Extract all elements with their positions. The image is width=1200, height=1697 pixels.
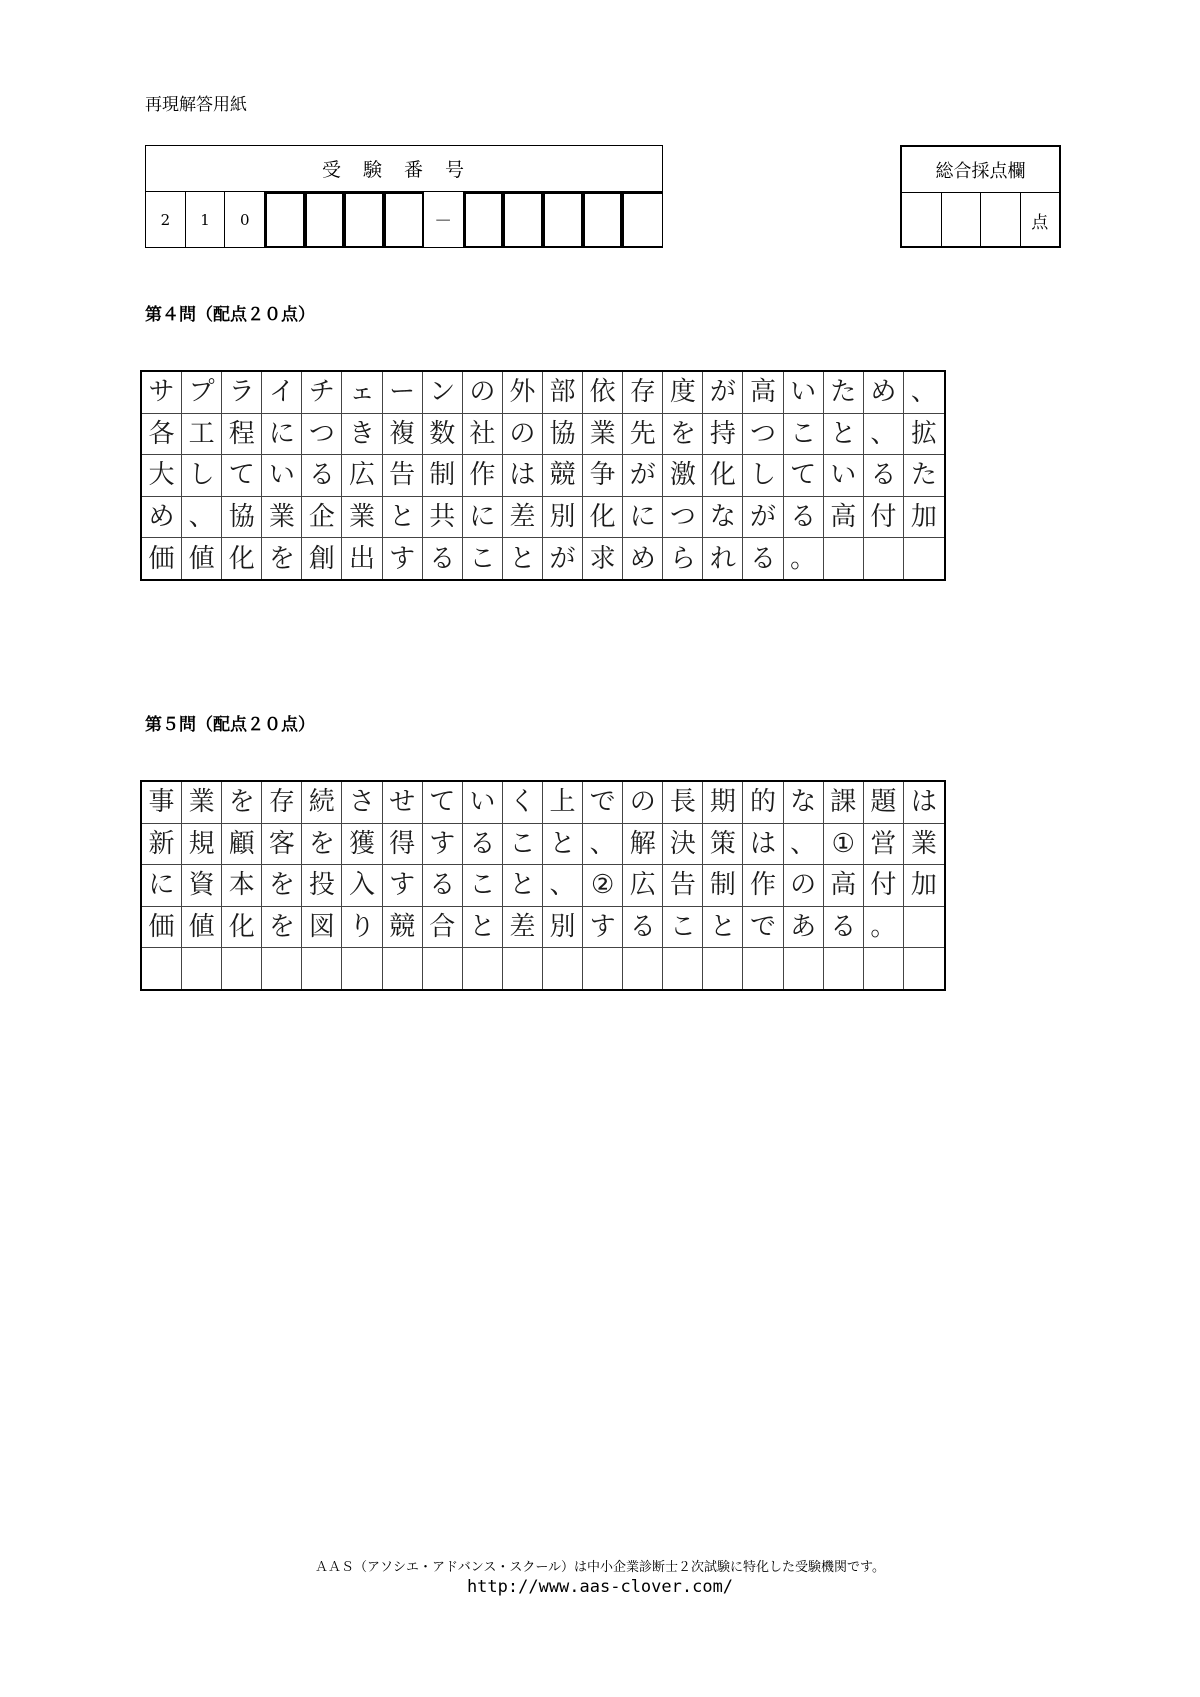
answer-cell[interactable]: を bbox=[663, 414, 703, 456]
answer-cell[interactable]: の bbox=[503, 414, 543, 456]
answer-cell[interactable]: 拡 bbox=[904, 414, 944, 456]
answer-cell[interactable]: て bbox=[222, 455, 262, 497]
answer-cell[interactable]: 付 bbox=[864, 865, 904, 907]
answer-cell[interactable]: し bbox=[182, 455, 222, 497]
footer-text: ＡＡＳ（アソシエ・アドバンス・スクール）は中小企業診断士２次試験に特化した受験機関です。 bbox=[314, 1560, 886, 1575]
answer-cell[interactable] bbox=[864, 538, 904, 579]
answer-cell[interactable]: 値 bbox=[182, 907, 222, 949]
answer-cell[interactable]: 長 bbox=[663, 782, 703, 824]
exam-digit-box[interactable] bbox=[265, 192, 305, 248]
answer-cell[interactable]: ① bbox=[824, 824, 864, 866]
answer-cell[interactable]: ェ bbox=[342, 372, 382, 414]
footer-url[interactable]: http://www.aas-clover.com/ bbox=[466, 1577, 734, 1597]
answer-cell[interactable]: 業 bbox=[904, 824, 944, 866]
answer-cell[interactable]: 続 bbox=[302, 782, 342, 824]
exam-digit-box[interactable] bbox=[464, 192, 504, 248]
answer-cell[interactable]: る bbox=[623, 907, 663, 949]
answer-cell[interactable]: 作 bbox=[743, 865, 783, 907]
answer-cell[interactable]: 程 bbox=[222, 414, 262, 456]
answer-cell[interactable]: つ bbox=[663, 497, 703, 539]
answer-cell[interactable]: ン bbox=[423, 372, 463, 414]
answer-cell[interactable]: に bbox=[142, 865, 182, 907]
answer-cell[interactable]: の bbox=[784, 865, 824, 907]
answer-cell[interactable]: 企 bbox=[302, 497, 342, 539]
answer-cell[interactable]: い bbox=[824, 455, 864, 497]
answer-cell[interactable]: ら bbox=[663, 538, 703, 579]
answer-cell[interactable]: 上 bbox=[543, 782, 583, 824]
answer-cell[interactable]: と bbox=[503, 538, 543, 579]
answer-cell[interactable]: 協 bbox=[543, 414, 583, 456]
answer-cell[interactable]: 広 bbox=[342, 455, 382, 497]
answer-cell[interactable]: の bbox=[623, 782, 663, 824]
answer-cell[interactable]: 度 bbox=[663, 372, 703, 414]
answer-cell[interactable]: は bbox=[904, 782, 944, 824]
answer-cell[interactable]: ー bbox=[383, 372, 423, 414]
exam-number-dash: － bbox=[424, 192, 464, 248]
question5-answer-grid bbox=[140, 780, 946, 991]
answer-cell[interactable]: 。 bbox=[784, 538, 824, 579]
answer-cell[interactable]: つ bbox=[743, 414, 783, 456]
answer-cell[interactable] bbox=[583, 948, 623, 989]
answer-cell[interactable]: 顧 bbox=[222, 824, 262, 866]
answer-cell[interactable] bbox=[262, 948, 302, 989]
answer-cell[interactable]: 決 bbox=[663, 824, 703, 866]
answer-cell[interactable] bbox=[663, 948, 703, 989]
answer-cell[interactable]: 入 bbox=[342, 865, 382, 907]
answer-cell[interactable]: ラ bbox=[222, 372, 262, 414]
answer-cell[interactable]: イ bbox=[262, 372, 302, 414]
answer-cell[interactable]: 、 bbox=[864, 414, 904, 456]
answer-cell[interactable]: 制 bbox=[703, 865, 743, 907]
answer-cell[interactable] bbox=[142, 948, 182, 989]
answer-cell[interactable]: 広 bbox=[623, 865, 663, 907]
answer-cell[interactable]: 、 bbox=[583, 824, 623, 866]
answer-cell[interactable]: に bbox=[623, 497, 663, 539]
answer-cell[interactable]: す bbox=[423, 824, 463, 866]
answer-cell[interactable]: 激 bbox=[663, 455, 703, 497]
answer-cell[interactable]: 策 bbox=[703, 824, 743, 866]
answer-cell[interactable]: 各 bbox=[142, 414, 182, 456]
answer-cell[interactable]: に bbox=[262, 414, 302, 456]
answer-cell[interactable]: め bbox=[864, 372, 904, 414]
answer-cell[interactable]: 複 bbox=[383, 414, 423, 456]
answer-cell[interactable]: こ bbox=[463, 538, 503, 579]
answer-cell[interactable]: 営 bbox=[864, 824, 904, 866]
answer-cell[interactable]: 、 bbox=[904, 372, 944, 414]
answer-cell[interactable]: を bbox=[222, 782, 262, 824]
answer-cell[interactable]: 数 bbox=[423, 414, 463, 456]
answer-cell[interactable]: 競 bbox=[383, 907, 423, 949]
answer-cell[interactable]: 。 bbox=[864, 907, 904, 949]
answer-cell[interactable]: と bbox=[543, 824, 583, 866]
score-cell[interactable] bbox=[942, 193, 982, 247]
exam-digit-box[interactable] bbox=[384, 192, 424, 248]
answer-cell[interactable]: 題 bbox=[864, 782, 904, 824]
answer-cell[interactable]: を bbox=[262, 865, 302, 907]
answer-cell[interactable] bbox=[543, 948, 583, 989]
answer-cell[interactable] bbox=[503, 948, 543, 989]
answer-cell[interactable]: に bbox=[463, 497, 503, 539]
answer-cell[interactable]: 共 bbox=[423, 497, 463, 539]
answer-cell[interactable]: 競 bbox=[543, 455, 583, 497]
total-score-header: 総合採点欄 bbox=[902, 147, 1059, 193]
answer-cell[interactable]: 作 bbox=[463, 455, 503, 497]
answer-cell[interactable] bbox=[463, 948, 503, 989]
question4-answer-grid bbox=[140, 370, 946, 581]
answer-cell[interactable]: が bbox=[703, 372, 743, 414]
answer-cell[interactable] bbox=[904, 538, 944, 579]
answer-cell[interactable]: こ bbox=[784, 414, 824, 456]
exam-digit: 0 bbox=[225, 192, 265, 248]
answer-cell[interactable]: 高 bbox=[824, 865, 864, 907]
answer-cell[interactable] bbox=[743, 948, 783, 989]
answer-cell[interactable]: こ bbox=[503, 824, 543, 866]
answer-cell[interactable]: 価 bbox=[142, 538, 182, 579]
answer-cell[interactable] bbox=[904, 907, 944, 949]
answer-cell[interactable] bbox=[904, 948, 944, 989]
answer-cell[interactable]: 課 bbox=[824, 782, 864, 824]
answer-cell[interactable]: 価 bbox=[142, 907, 182, 949]
answer-cell[interactable]: 告 bbox=[383, 455, 423, 497]
answer-cell[interactable] bbox=[824, 948, 864, 989]
answer-cell[interactable]: 別 bbox=[543, 497, 583, 539]
answer-cell[interactable]: と bbox=[463, 907, 503, 949]
answer-cell[interactable]: 差 bbox=[503, 497, 543, 539]
answer-cell[interactable]: す bbox=[583, 907, 623, 949]
answer-cell[interactable]: 依 bbox=[583, 372, 623, 414]
answer-cell[interactable]: サ bbox=[142, 372, 182, 414]
answer-cell[interactable]: ② bbox=[583, 865, 623, 907]
answer-cell[interactable]: で bbox=[583, 782, 623, 824]
answer-cell[interactable]: 本 bbox=[222, 865, 262, 907]
answer-cell[interactable] bbox=[423, 948, 463, 989]
answer-cell[interactable]: る bbox=[743, 538, 783, 579]
answer-cell[interactable]: し bbox=[743, 455, 783, 497]
answer-cell[interactable]: る bbox=[784, 497, 824, 539]
total-score-box bbox=[900, 145, 1061, 248]
answer-cell[interactable]: く bbox=[503, 782, 543, 824]
answer-cell[interactable]: を bbox=[302, 824, 342, 866]
answer-cell[interactable]: こ bbox=[463, 865, 503, 907]
answer-cell[interactable]: を bbox=[262, 907, 302, 949]
answer-cell[interactable]: さ bbox=[342, 782, 382, 824]
answer-cell[interactable]: 事 bbox=[142, 782, 182, 824]
answer-cell[interactable]: る bbox=[423, 865, 463, 907]
answer-cell[interactable]: て bbox=[423, 782, 463, 824]
answer-cell[interactable]: が bbox=[543, 538, 583, 579]
score-unit: 点 bbox=[1031, 213, 1049, 233]
answer-cell[interactable]: 別 bbox=[543, 907, 583, 949]
answer-cell[interactable]: 化 bbox=[703, 455, 743, 497]
answer-cell[interactable]: 、 bbox=[182, 497, 222, 539]
answer-cell[interactable]: て bbox=[784, 455, 824, 497]
answer-cell[interactable]: 制 bbox=[423, 455, 463, 497]
answer-cell[interactable]: る bbox=[463, 824, 503, 866]
answer-cell[interactable]: せ bbox=[383, 782, 423, 824]
answer-cell[interactable] bbox=[703, 948, 743, 989]
answer-cell[interactable]: で bbox=[743, 907, 783, 949]
answer-cell[interactable]: 新 bbox=[142, 824, 182, 866]
answer-cell[interactable]: 化 bbox=[222, 907, 262, 949]
answer-cell[interactable] bbox=[182, 948, 222, 989]
answer-cell[interactable]: 求 bbox=[583, 538, 623, 579]
answer-cell[interactable] bbox=[342, 948, 382, 989]
answer-cell[interactable] bbox=[383, 948, 423, 989]
answer-cell[interactable]: 値 bbox=[182, 538, 222, 579]
answer-cell[interactable]: 加 bbox=[904, 497, 944, 539]
exam-digit-box[interactable] bbox=[583, 192, 623, 248]
answer-cell[interactable]: 図 bbox=[302, 907, 342, 949]
answer-cell[interactable]: 客 bbox=[262, 824, 302, 866]
answer-cell[interactable]: 合 bbox=[423, 907, 463, 949]
answer-cell[interactable]: 告 bbox=[663, 865, 703, 907]
answer-cell[interactable]: 業 bbox=[262, 497, 302, 539]
answer-cell[interactable]: め bbox=[623, 538, 663, 579]
answer-cell[interactable]: と bbox=[703, 907, 743, 949]
answer-cell[interactable] bbox=[302, 948, 342, 989]
answer-cell[interactable]: 高 bbox=[824, 497, 864, 539]
answer-cell[interactable]: 付 bbox=[864, 497, 904, 539]
exam-digit-box[interactable] bbox=[622, 192, 662, 248]
exam-digit-box[interactable] bbox=[503, 192, 543, 248]
answer-cell[interactable]: い bbox=[784, 372, 824, 414]
answer-cell[interactable]: す bbox=[383, 865, 423, 907]
answer-cell[interactable]: 創 bbox=[302, 538, 342, 579]
score-cell[interactable] bbox=[902, 193, 942, 247]
answer-cell[interactable]: 存 bbox=[623, 372, 663, 414]
answer-cell[interactable]: れ bbox=[703, 538, 743, 579]
answer-cell[interactable]: と bbox=[824, 414, 864, 456]
answer-cell[interactable]: る bbox=[824, 907, 864, 949]
answer-cell[interactable]: と bbox=[383, 497, 423, 539]
score-cell[interactable] bbox=[981, 193, 1021, 247]
exam-number-header: 受験番号 bbox=[146, 146, 662, 192]
answer-cell[interactable]: 出 bbox=[342, 538, 382, 579]
answer-cell[interactable]: つ bbox=[302, 414, 342, 456]
answer-cell[interactable]: 投 bbox=[302, 865, 342, 907]
answer-cell[interactable]: 部 bbox=[543, 372, 583, 414]
answer-cell[interactable]: こ bbox=[663, 907, 703, 949]
answer-cell[interactable]: 、 bbox=[784, 824, 824, 866]
answer-cell[interactable]: 規 bbox=[182, 824, 222, 866]
answer-cell[interactable]: 存 bbox=[262, 782, 302, 824]
exam-digit-box[interactable] bbox=[543, 192, 583, 248]
exam-digit: 2 bbox=[146, 192, 186, 248]
answer-cell[interactable]: は bbox=[503, 455, 543, 497]
answer-cell[interactable]: い bbox=[463, 782, 503, 824]
answer-cell[interactable]: は bbox=[743, 824, 783, 866]
exam-number-row bbox=[146, 192, 662, 248]
answer-cell[interactable]: 工 bbox=[182, 414, 222, 456]
exam-digit-box[interactable] bbox=[344, 192, 384, 248]
answer-cell[interactable]: 業 bbox=[182, 782, 222, 824]
answer-cell[interactable]: い bbox=[262, 455, 302, 497]
answer-cell[interactable] bbox=[824, 538, 864, 579]
answer-cell[interactable]: た bbox=[904, 455, 944, 497]
answer-cell[interactable]: 資 bbox=[182, 865, 222, 907]
exam-digit: 1 bbox=[186, 192, 226, 248]
question4-heading: 第４問（配点２０点） bbox=[145, 305, 315, 325]
answer-cell[interactable] bbox=[222, 948, 262, 989]
answer-cell[interactable]: り bbox=[342, 907, 382, 949]
answer-cell[interactable]: あ bbox=[784, 907, 824, 949]
answer-cell[interactable]: 獲 bbox=[342, 824, 382, 866]
answer-cell[interactable]: 差 bbox=[503, 907, 543, 949]
answer-cell[interactable]: 、 bbox=[543, 865, 583, 907]
answer-cell[interactable]: 高 bbox=[743, 372, 783, 414]
answer-cell[interactable]: プ bbox=[182, 372, 222, 414]
document-title: 再現解答用紙 bbox=[145, 95, 247, 115]
answer-cell[interactable]: を bbox=[262, 538, 302, 579]
answer-cell[interactable]: な bbox=[703, 497, 743, 539]
answer-cell[interactable]: る bbox=[423, 538, 463, 579]
answer-cell[interactable]: 外 bbox=[503, 372, 543, 414]
answer-cell[interactable]: 得 bbox=[383, 824, 423, 866]
exam-digit-box[interactable] bbox=[305, 192, 345, 248]
answer-cell[interactable]: き bbox=[342, 414, 382, 456]
answer-cell[interactable]: 争 bbox=[583, 455, 623, 497]
answer-cell[interactable]: チ bbox=[302, 372, 342, 414]
answer-cell[interactable]: 協 bbox=[222, 497, 262, 539]
answer-cell[interactable]: 持 bbox=[703, 414, 743, 456]
answer-cell[interactable]: 化 bbox=[583, 497, 623, 539]
answer-cell[interactable]: め bbox=[142, 497, 182, 539]
answer-cell[interactable]: が bbox=[623, 455, 663, 497]
answer-cell[interactable] bbox=[864, 948, 904, 989]
answer-cell[interactable]: す bbox=[383, 538, 423, 579]
answer-cell[interactable]: 加 bbox=[904, 865, 944, 907]
answer-cell[interactable]: 業 bbox=[583, 414, 623, 456]
answer-cell[interactable]: 大 bbox=[142, 455, 182, 497]
answer-cell[interactable]: な bbox=[784, 782, 824, 824]
answer-cell[interactable]: 解 bbox=[623, 824, 663, 866]
total-score-row bbox=[902, 193, 1059, 247]
answer-cell[interactable]: 期 bbox=[703, 782, 743, 824]
answer-cell[interactable]: 的 bbox=[743, 782, 783, 824]
answer-cell[interactable]: る bbox=[302, 455, 342, 497]
answer-cell[interactable] bbox=[784, 948, 824, 989]
answer-cell[interactable]: と bbox=[503, 865, 543, 907]
answer-cell[interactable]: 化 bbox=[222, 538, 262, 579]
answer-cell[interactable] bbox=[623, 948, 663, 989]
question5-heading: 第５問（配点２０点） bbox=[145, 715, 315, 735]
answer-cell[interactable]: の bbox=[463, 372, 503, 414]
answer-cell[interactable]: 社 bbox=[463, 414, 503, 456]
answer-cell[interactable]: 先 bbox=[623, 414, 663, 456]
answer-cell[interactable]: た bbox=[824, 372, 864, 414]
exam-number-table bbox=[145, 145, 663, 248]
answer-cell[interactable]: る bbox=[864, 455, 904, 497]
answer-cell[interactable]: が bbox=[743, 497, 783, 539]
answer-cell[interactable]: 業 bbox=[342, 497, 382, 539]
